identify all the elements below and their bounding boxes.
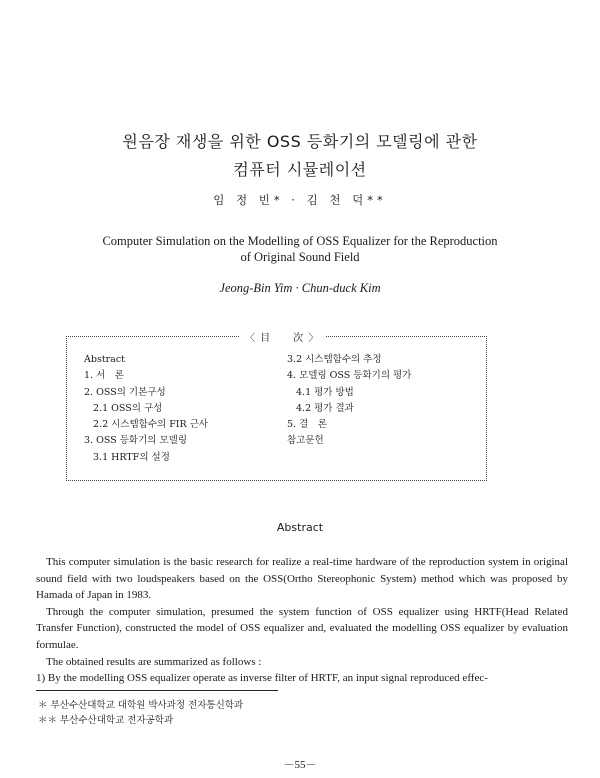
english-title-line-2: of Original Sound Field (240, 250, 360, 264)
toc-item: 5. 결 론 (287, 419, 327, 431)
english-title-line-1: Computer Simulation on the Modelling of OSS Equalizer for the Reproduction (102, 234, 498, 248)
abstract-paragraph: 1) By the modelling OSS equalizer operate as inverse filter of HRTF, an input signal reproduced effec- (36, 672, 488, 685)
toc-item: 2.1 OSS의 구성 (93, 402, 163, 414)
footnote-rule (36, 690, 278, 691)
toc-item: 1. 서 론 (84, 370, 124, 382)
footnote-1: ＊ 부산수산대학교 대학원 박사과정 전자통신학과 (38, 700, 244, 711)
abstract-paragraph: This computer simulation is the basic research for realize a real-time hardware of the reproduction system in original sound field with two loudspeakers based on the OSS(Ortho Stereophonic System) method which was proposed by Hamada of Japan in 1983. (36, 556, 568, 602)
toc-item: 3.1 HRTF의 설정 (93, 451, 170, 463)
english-authors: Jeong-Bin Yim · Chun-duck Kim (219, 281, 381, 295)
footnote-2: ＊＊ 부산수산대학교 전자공학과 (38, 715, 174, 726)
toc-item: 2. OSS의 기본구성 (84, 386, 166, 398)
korean-title-line-2: 컴퓨터 시뮬레이션 (233, 160, 367, 179)
abstract-heading: Abstract (276, 521, 324, 534)
toc-item: 2.2 시스템함수의 FIR 근사 (93, 419, 209, 431)
korean-title-line-1: 원음장 재생을 위한 OSS 등화기의 모델링에 관한 (122, 132, 478, 151)
toc-item: 3.2 시스템함수의 추정 (287, 354, 382, 365)
toc-right-column (287, 352, 411, 450)
toc-item: 4. 모델링 OSS 등화기의 평가 (287, 370, 412, 382)
abstract-paragraph: The obtained results are summarized as follows : (46, 655, 262, 668)
toc-item: 4.2 평가 결과 (296, 402, 354, 414)
page-number: －55－ (283, 759, 317, 771)
toc-left-column (84, 352, 208, 466)
table-of-contents (66, 333, 487, 481)
korean-authors: 임 정 빈* · 김 천 덕** (213, 193, 387, 207)
toc-item: 4.1 평가 방법 (296, 386, 354, 398)
toc-item: 3. OSS 등화기의 모델링 (84, 435, 187, 447)
toc-item: 참고문헌 (287, 435, 324, 447)
abstract-body (36, 554, 568, 687)
toc-item: Abstract (84, 354, 125, 365)
abstract-paragraph: Through the computer simulation, presumed the system function of OSS equalizer using HRTF(Head Related Transfer Function), constructed the model of OSS equalizer and, evaluated the modelling OSS equalizer by evaluation formulae. (36, 605, 568, 651)
toc-heading: 〈 目 次 〉 (239, 329, 325, 344)
